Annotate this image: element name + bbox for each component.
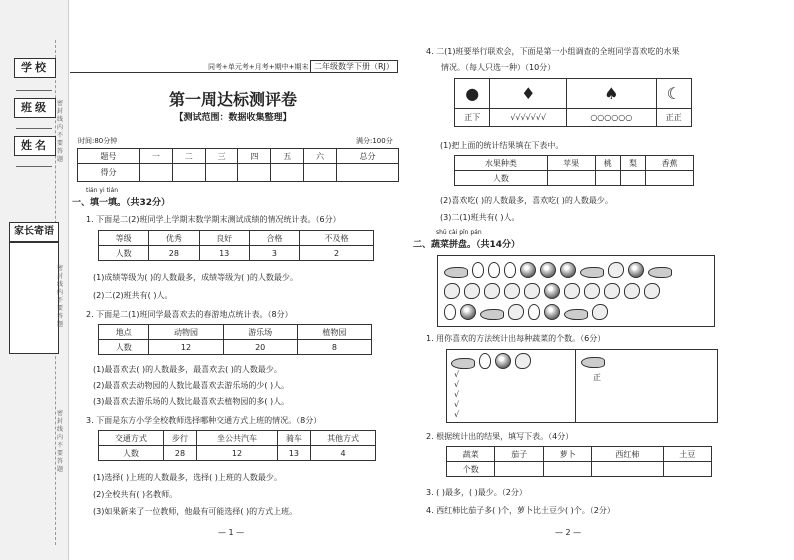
radish-icon (504, 262, 516, 278)
radish-icon (444, 304, 456, 320)
r1-text: 1. 用你喜欢的方法统计出每种蔬菜的个数。（6分） (426, 334, 606, 343)
q3-cell: 28 (163, 446, 196, 461)
q3-a: (1)选择( )上班的人数最多，选择( )上班的人数最少。 (93, 473, 282, 482)
tally-pear: ○○○○○○ (567, 109, 656, 127)
score-row-label: 得分 (78, 164, 140, 182)
score-header: 二 (172, 149, 205, 164)
veg-row-1 (444, 262, 676, 282)
count-left-icons (451, 353, 535, 373)
eggplant-icon (581, 357, 605, 368)
q1-header: 不及格 (300, 231, 374, 246)
q2-b: (2)最喜欢去动物园的人数比最喜欢去游乐场的少( )人。 (93, 381, 290, 390)
full-score-label: 满分:100分 (356, 137, 393, 145)
q1-cell: 13 (199, 246, 249, 261)
banana-icon: ☾ (666, 84, 681, 103)
apple-icon-cell (455, 79, 490, 109)
veg-row-2 (444, 283, 664, 303)
section2-title: 二、蔬菜拼盘。（共14分） (413, 240, 521, 250)
potato-icon (484, 283, 500, 299)
potato-icon (524, 283, 540, 299)
tally-peach: √√√√√√√ (490, 109, 567, 127)
q3-c: (3)如果新来了一位教师，他最有可能选择( )的方式上班。 (93, 507, 298, 516)
checkmark: √ (454, 380, 460, 389)
veg-header: 西红柿 (592, 447, 663, 462)
q2-header: 地点 (99, 325, 149, 340)
score-header: 三 (205, 149, 238, 164)
banana-icon-cell (656, 79, 692, 109)
score-cell[interactable] (205, 164, 238, 182)
fruit-cell[interactable] (646, 171, 694, 186)
tally-banana: 正正 (656, 109, 692, 127)
potato-icon (592, 304, 608, 320)
q1-header: 等级 (99, 231, 149, 246)
tomato-icon (560, 262, 576, 278)
apple-icon: ● (465, 84, 480, 103)
fruit-table (454, 155, 694, 186)
q4-2: (2)喜欢吃( )的人数最多，喜欢吃( )的人数最少。 (440, 196, 613, 205)
pear-icon-cell (567, 79, 656, 109)
tomato-icon (520, 262, 536, 278)
veg-cell[interactable] (663, 462, 711, 477)
r4-text: 4. 西红柿比茄子多( )个，萝卜比土豆少( )个。（2分） (426, 506, 615, 515)
test-scope: 【测试范围：数据收集整理】 (174, 113, 292, 123)
score-header: 四 (238, 149, 271, 164)
q3-cell: 12 (197, 446, 278, 461)
q4-1: (1)把上面的统计结果填在下表中。 (440, 141, 564, 150)
eggplant-icon (480, 309, 504, 320)
veg-cell[interactable] (543, 462, 591, 477)
tally-apple: 正下 (455, 109, 490, 127)
potato-icon (584, 283, 600, 299)
fruit-cell[interactable] (547, 171, 595, 186)
q2-text: 2. 下面是二(1)班同学最喜欢去的春游地点统计表。（8分） (86, 310, 293, 319)
q3-text: 3. 下面是东方小学全校教师选择哪种交通方式上班的情况。（8分） (86, 416, 322, 425)
q2-cell: 人数 (99, 340, 149, 355)
score-cell[interactable] (304, 164, 337, 182)
q3-header: 步行 (163, 431, 196, 446)
peach-icon: ♦ (521, 84, 536, 103)
potato-icon (444, 283, 460, 299)
r3-text: 3. ( )最多，( )最少。（2分） (426, 488, 527, 497)
score-cell[interactable] (336, 164, 398, 182)
section1-pinyin: tián yi tián (86, 187, 119, 194)
veg-table (446, 446, 712, 477)
checkmark: √ (454, 400, 460, 409)
tally-table (454, 78, 692, 127)
fruit-header: 香蕉 (646, 156, 694, 171)
potato-icon (608, 262, 624, 278)
q2-a: (1)最喜欢去( )的人数最多，最喜欢去( )的人数最少。 (93, 365, 282, 374)
q4-text: 4. 二(1)班要举行联欢会，下面是第一小组调查的全班同学喜欢吃的水果 (426, 47, 680, 56)
q4-3: (3)二(1)班共有( )人。 (440, 213, 520, 222)
seal-text: 密封线内不要答题 (57, 100, 64, 163)
score-table (77, 148, 399, 182)
q2-c: (3)最喜欢去游乐场的人数比最喜欢去植物园的多( )人。 (93, 397, 290, 406)
tomato-icon (544, 304, 560, 320)
tomato-icon (460, 304, 476, 320)
class-field[interactable] (16, 128, 52, 129)
score-header: 总分 (336, 149, 398, 164)
seal-text: 密封线内不要答题 (57, 265, 64, 328)
class-label: 班级 (14, 98, 56, 118)
score-cell[interactable] (271, 164, 304, 182)
q1-cell: 3 (249, 246, 299, 261)
potato-icon (644, 283, 660, 299)
q1-cell: 2 (300, 246, 374, 261)
section1-title: 一、填一填。（共32分） (72, 198, 171, 208)
count-box[interactable] (446, 349, 718, 423)
q1-cell: 人数 (99, 246, 149, 261)
score-cell[interactable] (238, 164, 271, 182)
header-rule (70, 72, 396, 73)
q1-cell: 28 (149, 246, 199, 261)
eggplant-icon (444, 267, 468, 278)
page-number-1: — 1 — (218, 528, 245, 537)
q2-header: 植物园 (297, 325, 371, 340)
vegetable-platter (437, 255, 715, 327)
q1-b: (2)二(2)班共有( )人。 (93, 291, 173, 300)
q2-cell: 20 (223, 340, 297, 355)
checkmark: √ (454, 390, 460, 399)
q3-header: 其他方式 (311, 431, 376, 446)
q3-header: 交通方式 (99, 431, 164, 446)
veg-cell[interactable] (495, 462, 543, 477)
radish-icon (472, 262, 484, 278)
q1-header: 优秀 (149, 231, 199, 246)
q3-cell: 4 (311, 446, 376, 461)
q1-header: 良好 (199, 231, 249, 246)
section2-pinyin: shū cài pīn pán (436, 229, 482, 236)
name-field[interactable] (16, 166, 52, 167)
fruit-header: 桃 (595, 156, 620, 171)
q4-text-cont: 情况。（每人只选一种）（10分） (441, 63, 556, 72)
tomato-icon (495, 353, 511, 369)
q3-b: (2)全校共有( )名教师。 (93, 490, 178, 499)
potato-icon (504, 283, 520, 299)
parent-message-label: 家长寄语 (9, 222, 59, 242)
fruit-cell[interactable] (595, 171, 620, 186)
veg-row-label: 个数 (447, 462, 495, 477)
score-header: 五 (271, 149, 304, 164)
checkmark: √ (454, 410, 460, 419)
radish-icon (479, 353, 491, 369)
radish-icon (528, 304, 540, 320)
veg-cell[interactable] (592, 462, 663, 477)
school-label: 学校 (14, 58, 56, 78)
veg-header: 萝卜 (543, 447, 591, 462)
fruit-row-label: 人数 (455, 171, 548, 186)
peach-icon-cell (490, 79, 567, 109)
veg-header: 蔬菜 (447, 447, 495, 462)
seal-text: 密封线内不要答题 (57, 410, 64, 473)
tomato-icon (628, 262, 644, 278)
q3-header: 骑车 (277, 431, 310, 446)
pear-icon: ♠ (604, 84, 619, 103)
checkmark-tally (454, 370, 459, 420)
q3-cell: 人数 (99, 446, 164, 461)
fruit-cell[interactable] (620, 171, 645, 186)
count-right-icons (581, 353, 609, 372)
fruit-header: 苹果 (547, 156, 595, 171)
eggplant-icon (580, 267, 604, 278)
q2-cell: 12 (149, 340, 223, 355)
veg-header: 土豆 (663, 447, 711, 462)
radish-icon (488, 262, 500, 278)
q3-cell: 13 (277, 446, 310, 461)
potato-icon (515, 353, 531, 369)
q1-table (98, 230, 374, 261)
eggplant-icon (564, 309, 588, 320)
veg-header: 茄子 (495, 447, 543, 462)
fruit-header: 水果种类 (455, 156, 548, 171)
tomato-icon (540, 262, 556, 278)
q1-a: (1)成绩等级为( )的人数最多，成绩等级为( )的人数最少。 (93, 273, 298, 282)
potato-icon (564, 283, 580, 299)
q3-table (98, 430, 376, 461)
potato-icon (604, 283, 620, 299)
score-cell[interactable] (172, 164, 205, 182)
q1-text: 1. 下面是二(2)班同学上学期末数学期末测试成绩的情况统计表。（6分） (86, 215, 341, 224)
potato-icon (508, 304, 524, 320)
q2-cell: 8 (297, 340, 371, 355)
potato-icon (624, 283, 640, 299)
tally-mark: 正 (593, 373, 601, 382)
q2-table (98, 324, 372, 355)
fruit-header: 梨 (620, 156, 645, 171)
veg-row-3 (444, 304, 612, 324)
q2-header: 游乐场 (223, 325, 297, 340)
score-header: 一 (140, 149, 173, 164)
count-divider (575, 350, 576, 422)
name-label: 姓名 (14, 136, 56, 156)
q2-header: 动物园 (149, 325, 223, 340)
time-label: 时间:80分钟 (78, 137, 118, 145)
q1-header: 合格 (249, 231, 299, 246)
score-header: 题号 (78, 149, 140, 164)
parent-message-box[interactable] (9, 242, 59, 354)
potato-icon (464, 283, 480, 299)
eggplant-icon (648, 267, 672, 278)
score-header: 六 (304, 149, 337, 164)
page-number-2: — 2 — (555, 528, 582, 537)
page-title: 第一周达标测评卷 (168, 90, 297, 109)
q3-header: 坐公共汽车 (197, 431, 278, 446)
r2-text: 2. 根据统计出的结果，填写下表。（4分） (426, 432, 574, 441)
checkmark: √ (454, 370, 460, 379)
eggplant-icon (451, 358, 475, 369)
book-label: 二年级数学下册（RJ） (310, 60, 398, 73)
series-label: 同考+单元考+月考+期中+期末 (208, 63, 309, 71)
score-cell[interactable] (140, 164, 173, 182)
tomato-icon (544, 283, 560, 299)
